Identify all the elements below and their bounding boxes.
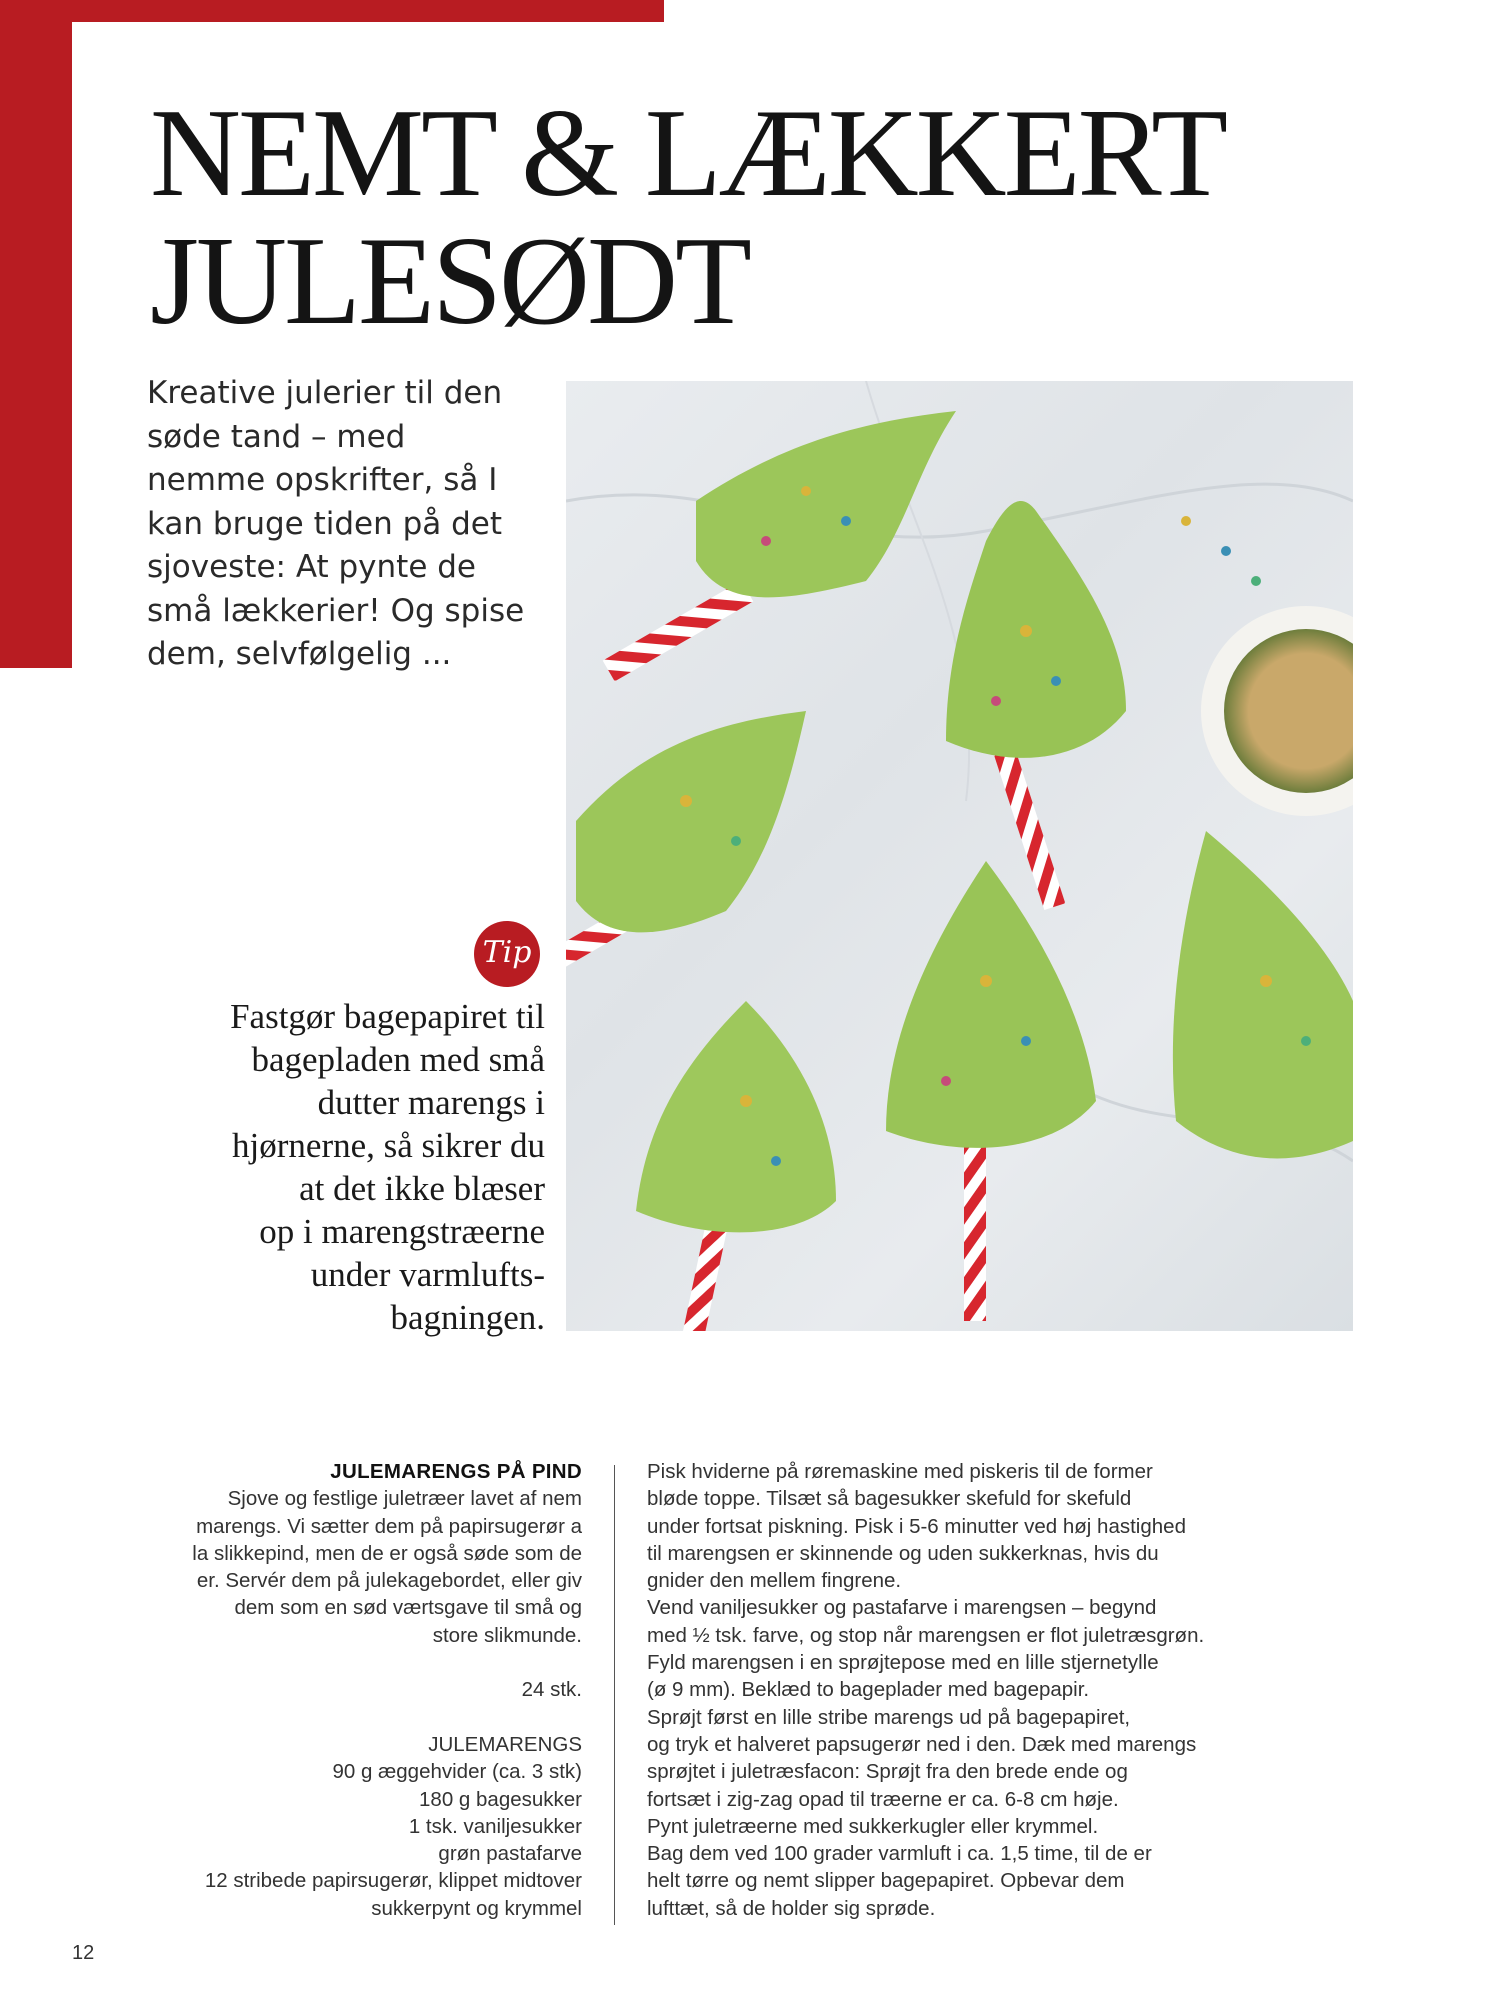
spacer — [120, 1704, 582, 1731]
intro-line: søde tand – med — [147, 418, 406, 455]
straw — [603, 581, 754, 682]
recipe-yield: 24 stk. — [521, 1678, 582, 1702]
method-line: Bag dem ved 100 grader varmluft i ca. 1,5 time, til de er — [647, 1842, 1152, 1866]
method-line: bløde toppe. Tilsæt så bagesukker skefuld for skefuld — [647, 1487, 1132, 1511]
column-divider — [614, 1465, 615, 1925]
tip-line: Fastgør bagepapiret til — [230, 997, 545, 1036]
method-line: lufttæt, så de holder sig sprøde. — [647, 1896, 936, 1920]
tip-line: dutter marengs i — [317, 1083, 545, 1122]
ingredient-item: 180 g bagesukker — [419, 1787, 582, 1811]
recipe-description-line: la slikkepind, men de er også søde som de — [192, 1541, 582, 1565]
meringue-tree — [1173, 831, 1353, 1158]
intro-line: kan bruge tiden på det — [147, 505, 503, 542]
intro-text — [147, 372, 547, 677]
tip-line: hjørnerne, så sikrer du — [232, 1126, 545, 1165]
tip-text — [150, 995, 545, 1339]
ingredient-item: sukkerpynt og krymmel — [371, 1896, 582, 1920]
red-frame-left — [0, 0, 72, 668]
meringue-tree — [886, 861, 1096, 1148]
method-line: fortsæt i zig-zag opad til træerne er ca. 6-8 cm høje. — [647, 1787, 1119, 1811]
recipe-description-line: Sjove og festlige juletræer lavet af nem — [227, 1487, 582, 1511]
ingredients-heading: JULEMARENGS — [428, 1732, 582, 1756]
tip-line: bagningen. — [390, 1298, 545, 1337]
method-line: Fyld marengsen i en sprøjtepose med en lille stjernetylle — [647, 1651, 1159, 1675]
straw — [964, 1141, 986, 1321]
recipe-description-line: dem som en sød værtsgave til små og — [234, 1596, 582, 1620]
headline-line-2: JULESØDT — [150, 212, 749, 351]
recipe-description-line: er. Servér dem på julekagebordet, eller giv — [196, 1569, 582, 1593]
method-line: sprøjtet i juletræsfacon: Sprøjt fra den brede ende og — [647, 1760, 1128, 1784]
meringue-tree — [696, 411, 956, 597]
method-line: med ½ tsk. farve, og stop når marengsen er flot juletræsgrøn. — [647, 1623, 1205, 1647]
tip-line: op i marengstræerne — [259, 1212, 545, 1251]
method-line: gnider den mellem fingrene. — [647, 1569, 902, 1593]
meringue-illustration — [566, 381, 1353, 1331]
recipe-intro-column — [120, 1458, 582, 1922]
method-line: Vend vaniljesukker og pastafarve i marengsen – begynd — [647, 1596, 1157, 1620]
intro-line: Kreative julerier til den — [147, 375, 503, 411]
meringue-trees-photo — [566, 381, 1353, 1331]
headline-line-1: NEMT & LÆKKERT — [150, 84, 1226, 223]
ingredient-item: 1 tsk. vaniljesukker — [408, 1814, 582, 1838]
tip-badge: Tip — [474, 921, 540, 987]
method-line: helt tørre og nemt slipper bagepapiret. Opbevar dem — [647, 1869, 1125, 1893]
meringue-tree — [576, 711, 806, 932]
method-line: (ø 9 mm). Beklæd to bageplader med bagepapir. — [647, 1678, 1090, 1702]
ingredient-item: grøn pastafarve — [438, 1842, 582, 1866]
red-frame-top — [0, 0, 664, 22]
intro-line: dem, selvfølgelig ... — [147, 636, 452, 672]
method-line: til marengsen er skinnende og uden sukkerknas, hvis du — [647, 1541, 1159, 1565]
method-line: under fortsat piskning. Pisk i 5-6 minutter ved høj hastighed — [647, 1514, 1186, 1538]
spacer — [120, 1649, 582, 1676]
method-line: og tryk et halveret papsugerør ned i den. Dæk med marengs — [647, 1732, 1197, 1756]
recipe-description-line: store slikmunde. — [432, 1623, 582, 1647]
recipe-title: JULEMARENGS PÅ PIND — [330, 1460, 582, 1483]
meringue-tree — [636, 1001, 836, 1232]
tip-line: under varmlufts- — [310, 1255, 545, 1294]
tip-line: at det ikke blæser — [299, 1169, 545, 1208]
method-line: Pynt juletræerne med sukkerkugler eller krymmel. — [647, 1814, 1099, 1838]
page-number: 12 — [72, 1942, 95, 1964]
page-headline — [150, 84, 1226, 351]
intro-line: sjoveste: At pynte de — [147, 549, 476, 585]
intro-line: små lækkerier! Og spise — [147, 592, 525, 629]
method-line: Pisk hviderne på røremaskine med piskeris til de former — [647, 1460, 1153, 1483]
meringue-tree — [946, 501, 1126, 758]
tip-line: bagepladen med små — [251, 1040, 545, 1079]
intro-line: nemme opskrifter, så I — [147, 462, 498, 498]
ingredient-item: 12 stribede papirsugerør, klippet midtover — [204, 1869, 582, 1893]
recipe-method-column — [647, 1458, 1347, 1922]
method-line: Sprøjt først en lille stribe marengs ud på bagepapiret, — [647, 1705, 1131, 1729]
recipe-description-line: marengs. Vi sætter dem på papirsugerør a — [196, 1514, 582, 1538]
ingredient-item: 90 g æggehvider (ca. 3 stk) — [332, 1760, 582, 1784]
